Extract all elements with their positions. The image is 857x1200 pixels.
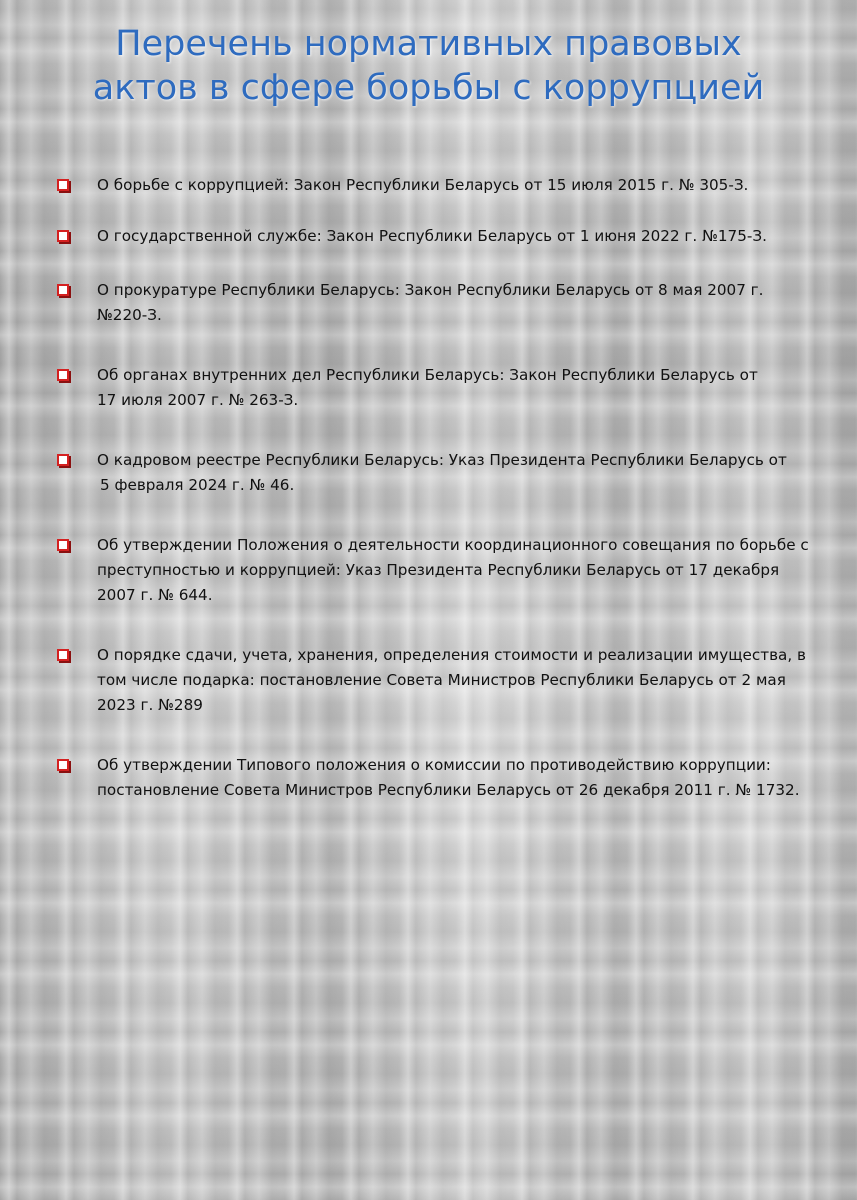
item-text: О борьбе с коррупцией: Закон Республики Беларусь от 15 июля 2015 г. № 305-З. <box>97 176 749 194</box>
red-square-bullet-icon <box>57 759 69 771</box>
page-title <box>40 22 817 110</box>
list-item <box>56 753 816 803</box>
item-text: 2023 г. №289 <box>97 696 203 714</box>
item-text: Об органах внутренних дел Республики Беларусь: Закон Республики Беларусь от <box>97 366 758 384</box>
item-text: О кадровом реестре Республики Беларусь: Указ Президента Республики Беларусь от <box>97 451 787 469</box>
list-item <box>56 363 816 413</box>
item-text: О прокуратуре Республики Беларусь: Закон Республики Беларусь от 8 мая 2007 г. <box>97 281 764 299</box>
item-text: 17 июля 2007 г. № 263-З. <box>97 391 299 409</box>
red-square-bullet-icon <box>57 284 69 296</box>
item-text: Об утверждении Положения о деятельности координационного совещания по борьбе с <box>97 536 809 554</box>
red-square-bullet-icon <box>57 454 69 466</box>
title-line-2: актов в сфере борьбы с коррупцией <box>92 68 765 108</box>
item-text: преступностью и коррупцией: Указ Президента Республики Беларусь от 17 декабря <box>97 561 780 579</box>
red-square-bullet-icon <box>57 230 69 242</box>
list-item <box>56 643 816 718</box>
list-item <box>56 533 816 608</box>
red-square-bullet-icon <box>57 649 69 661</box>
list-item <box>56 278 816 328</box>
item-text: 5 февраля 2024 г. № 46. <box>100 476 295 494</box>
item-text: 2007 г. № 644. <box>97 586 213 604</box>
item-text: №220-З. <box>97 306 162 324</box>
list-item <box>56 448 816 498</box>
red-square-bullet-icon <box>57 179 69 191</box>
item-text: Об утверждении Типового положения о комиссии по противодействию коррупции: <box>97 756 771 774</box>
list-item <box>56 224 816 249</box>
item-text: том числе подарка: постановление Совета Министров Республики Беларусь от 2 мая <box>97 671 786 689</box>
title-line-1: Перечень нормативных правовых <box>115 24 742 64</box>
item-text: О порядке сдачи, учета, хранения, определения стоимости и реализации имущества, в <box>97 646 806 664</box>
legal-acts-list <box>56 173 816 829</box>
red-square-bullet-icon <box>57 539 69 551</box>
item-text: постановление Совета Министров Республики Беларусь от 26 декабря 2011 г. № 1732. <box>97 781 800 799</box>
list-item <box>56 173 816 198</box>
red-square-bullet-icon <box>57 369 69 381</box>
item-text: О государственной службе: Закон Республики Беларусь от 1 июня 2022 г. №175-З. <box>97 227 767 245</box>
